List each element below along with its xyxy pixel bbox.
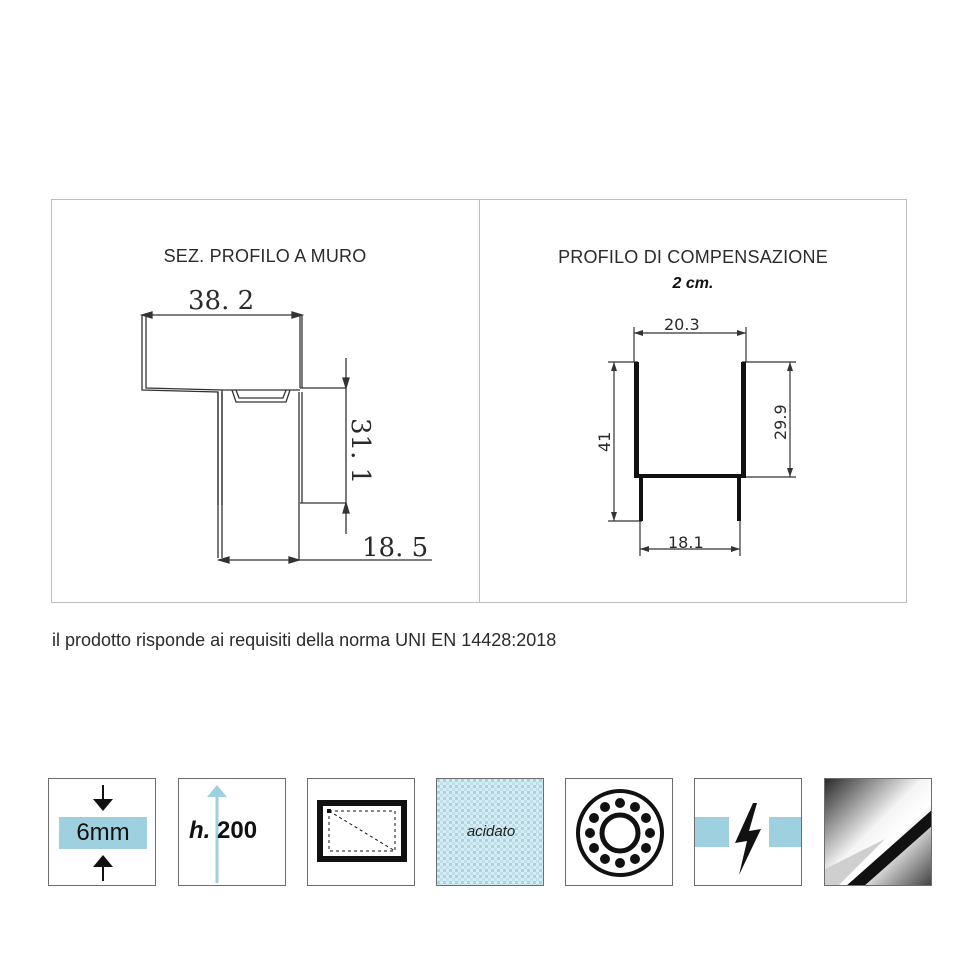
dimension-29-9: 29.9 <box>771 404 790 440</box>
bearing-ball <box>641 843 651 853</box>
dimension-41: 41 <box>595 431 614 452</box>
bearing-ball <box>615 858 625 868</box>
norm-note: il prodotto risponde ai requisiti della norma UNI EN 14428:2018 <box>52 630 557 650</box>
bearing-ball <box>645 828 655 838</box>
dimension-31-1: 31. 1 <box>345 418 375 485</box>
height-icon <box>178 778 286 886</box>
left-panel-title: SEZ. PROFILO A MURO <box>163 246 367 266</box>
break-joint-icon <box>694 778 802 886</box>
chrome-finish-icon <box>824 778 932 886</box>
dimension-18-1: 18.1 <box>668 533 704 552</box>
thickness-icon <box>48 778 156 886</box>
right-panel-subtitle: 2 cm. <box>672 275 714 292</box>
bearing-ball <box>600 802 610 812</box>
thickness-label: 6mm <box>76 819 130 846</box>
frosted-glass-icon <box>436 778 544 886</box>
right-panel-title: PROFILO DI COMPENSAZIONE <box>558 247 828 267</box>
bearing-ball <box>589 843 599 853</box>
dimension-38-2: 38. 2 <box>188 286 255 316</box>
height-prefix: h. <box>189 817 211 844</box>
bearing-ball <box>615 798 625 808</box>
dimension-18-5: 18. 5 <box>362 533 429 563</box>
bearing-ball <box>585 828 595 838</box>
bearing-wheel-icon <box>565 778 673 886</box>
frosted-glass-label: acidato <box>466 823 516 840</box>
dimension-20-3: 20.3 <box>664 315 700 334</box>
bearing-ball <box>600 854 610 864</box>
glass-panel-icon <box>307 778 415 886</box>
height-value: 200 <box>217 817 258 844</box>
bearing-ball <box>630 854 640 864</box>
bearing-ball <box>641 813 651 823</box>
bearing-ball <box>589 813 599 823</box>
bearing-ball <box>630 802 640 812</box>
